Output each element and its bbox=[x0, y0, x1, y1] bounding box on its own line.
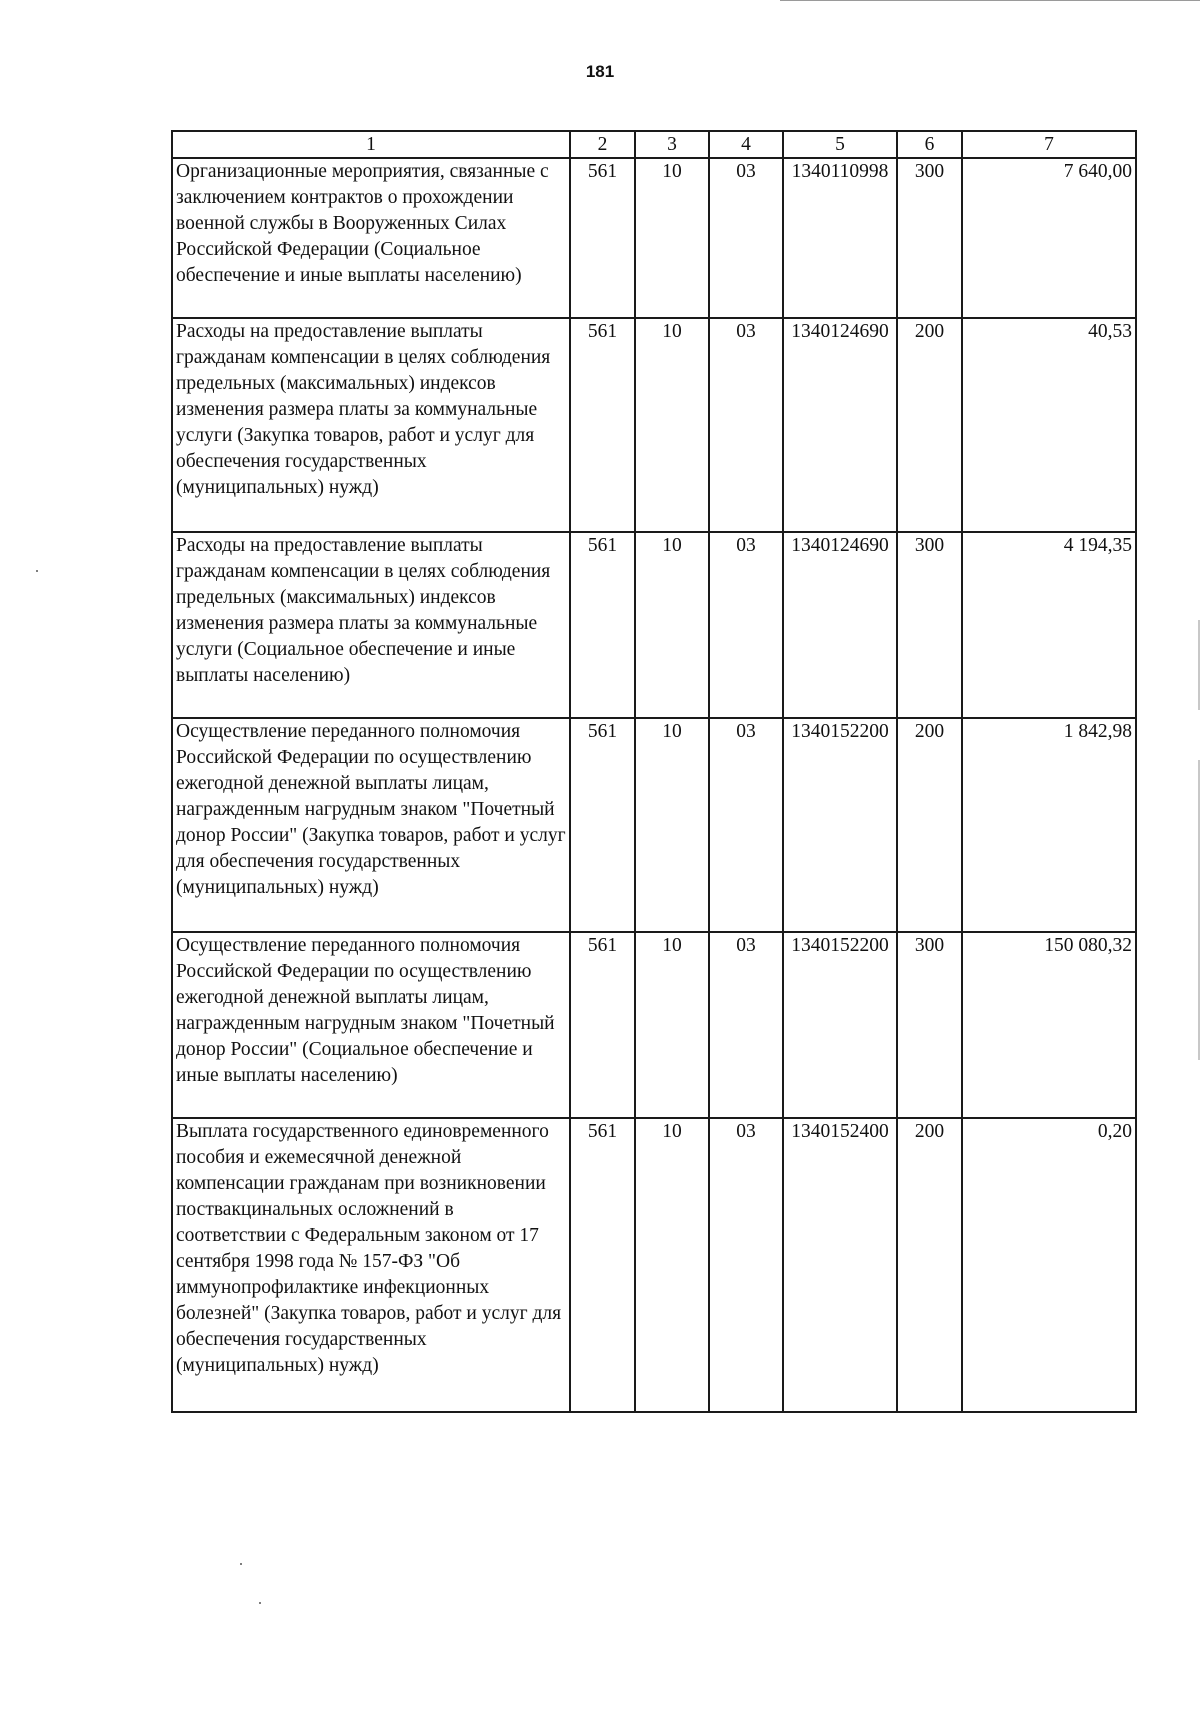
row-col-4: 03 bbox=[709, 718, 783, 932]
row-description: Расходы на предоставление выплаты гражданам компенсации в целях соблюдения предельных (максимальных) индексов изменения размера платы за коммунальные услуги (Социальное обеспечение и иные выплаты населению) bbox=[172, 532, 570, 718]
column-header-1: 1 bbox=[172, 131, 570, 158]
row-amount: 150 080,32 bbox=[962, 932, 1136, 1118]
row-amount: 4 194,35 bbox=[962, 532, 1136, 718]
column-header-4: 4 bbox=[709, 131, 783, 158]
row-description: Осуществление переданного полномочия Российской Федерации по осуществлению ежегодной денежной выплаты лицам, награжденным нагрудным знаком "Почетный донор России" (Закупка товаров, работ и услуг для обеспечения государственных (муниципальных) нужд) bbox=[172, 718, 570, 932]
row-col-6: 200 bbox=[897, 1118, 962, 1412]
scan-top-edge-line bbox=[780, 0, 1200, 1]
table-row bbox=[172, 532, 1136, 718]
row-col-6: 200 bbox=[897, 718, 962, 932]
row-col-5: 1340152200 bbox=[783, 932, 897, 1118]
table-row bbox=[172, 318, 1136, 532]
row-col-4: 03 bbox=[709, 158, 783, 318]
scan-speck bbox=[259, 1602, 261, 1604]
column-header-5: 5 bbox=[783, 131, 897, 158]
row-col-4: 03 bbox=[709, 318, 783, 532]
row-col-3: 10 bbox=[635, 532, 709, 718]
row-col-2: 561 bbox=[570, 932, 635, 1118]
scan-speck bbox=[240, 1563, 242, 1565]
column-header-7: 7 bbox=[962, 131, 1136, 158]
table-row bbox=[172, 158, 1136, 318]
row-col-3: 10 bbox=[635, 318, 709, 532]
row-col-3: 10 bbox=[635, 718, 709, 932]
row-col-5: 1340124690 bbox=[783, 532, 897, 718]
row-col-5: 1340124690 bbox=[783, 318, 897, 532]
row-col-6: 300 bbox=[897, 932, 962, 1118]
column-header-3: 3 bbox=[635, 131, 709, 158]
scan-speck bbox=[36, 570, 38, 572]
row-col-6: 200 bbox=[897, 318, 962, 532]
row-description: Осуществление переданного полномочия Российской Федерации по осуществлению ежегодной денежной выплаты лицам, награжденным нагрудным знаком "Почетный донор России" (Социальное обеспечение и иные выплаты населению) bbox=[172, 932, 570, 1118]
row-col-2: 561 bbox=[570, 1118, 635, 1412]
row-col-6: 300 bbox=[897, 158, 962, 318]
column-header-6: 6 bbox=[897, 131, 962, 158]
row-col-2: 561 bbox=[570, 158, 635, 318]
row-col-3: 10 bbox=[635, 932, 709, 1118]
table-row bbox=[172, 1118, 1136, 1412]
column-header-2: 2 bbox=[570, 131, 635, 158]
row-amount: 0,20 bbox=[962, 1118, 1136, 1412]
row-description: Расходы на предоставление выплаты гражданам компенсации в целях соблюдения предельных (максимальных) индексов изменения размера платы за коммунальные услуги (Закупка товаров, работ и услуг для обеспечения государственных (муниципальных) нужд) bbox=[172, 318, 570, 532]
row-col-2: 561 bbox=[570, 318, 635, 532]
row-col-3: 10 bbox=[635, 1118, 709, 1412]
row-amount: 1 842,98 bbox=[962, 718, 1136, 932]
row-col-3: 10 bbox=[635, 158, 709, 318]
row-description: Выплата государственного единовременного пособия и ежемесячной денежной компенсации гражданам при возникновении поствакцинальных осложнений в соответствии с Федеральным законом от 17 сентября 1998 года № 157-ФЗ "Об иммунопрофилактике инфекционных болезней" (Закупка товаров, работ и услуг для обеспечения государственных (муниципальных) нужд) bbox=[172, 1118, 570, 1412]
row-amount: 40,53 bbox=[962, 318, 1136, 532]
row-amount: 7 640,00 bbox=[962, 158, 1136, 318]
row-col-4: 03 bbox=[709, 532, 783, 718]
row-col-2: 561 bbox=[570, 718, 635, 932]
table-row bbox=[172, 718, 1136, 932]
row-col-5: 1340152400 bbox=[783, 1118, 897, 1412]
table-row bbox=[172, 932, 1136, 1118]
budget-table bbox=[171, 130, 1137, 1413]
page-number: 181 bbox=[585, 62, 615, 81]
row-col-5: 1340110998 bbox=[783, 158, 897, 318]
row-col-2: 561 bbox=[570, 532, 635, 718]
row-col-4: 03 bbox=[709, 1118, 783, 1412]
row-col-5: 1340152200 bbox=[783, 718, 897, 932]
table-header-row bbox=[172, 131, 1136, 158]
row-col-4: 03 bbox=[709, 932, 783, 1118]
row-col-6: 300 bbox=[897, 532, 962, 718]
row-description: Организационные мероприятия, связанные с заключением контрактов о прохождении военной службы в Вооруженных Силах Российской Федерации (Социальное обеспечение и иные выплаты населению) bbox=[172, 158, 570, 318]
